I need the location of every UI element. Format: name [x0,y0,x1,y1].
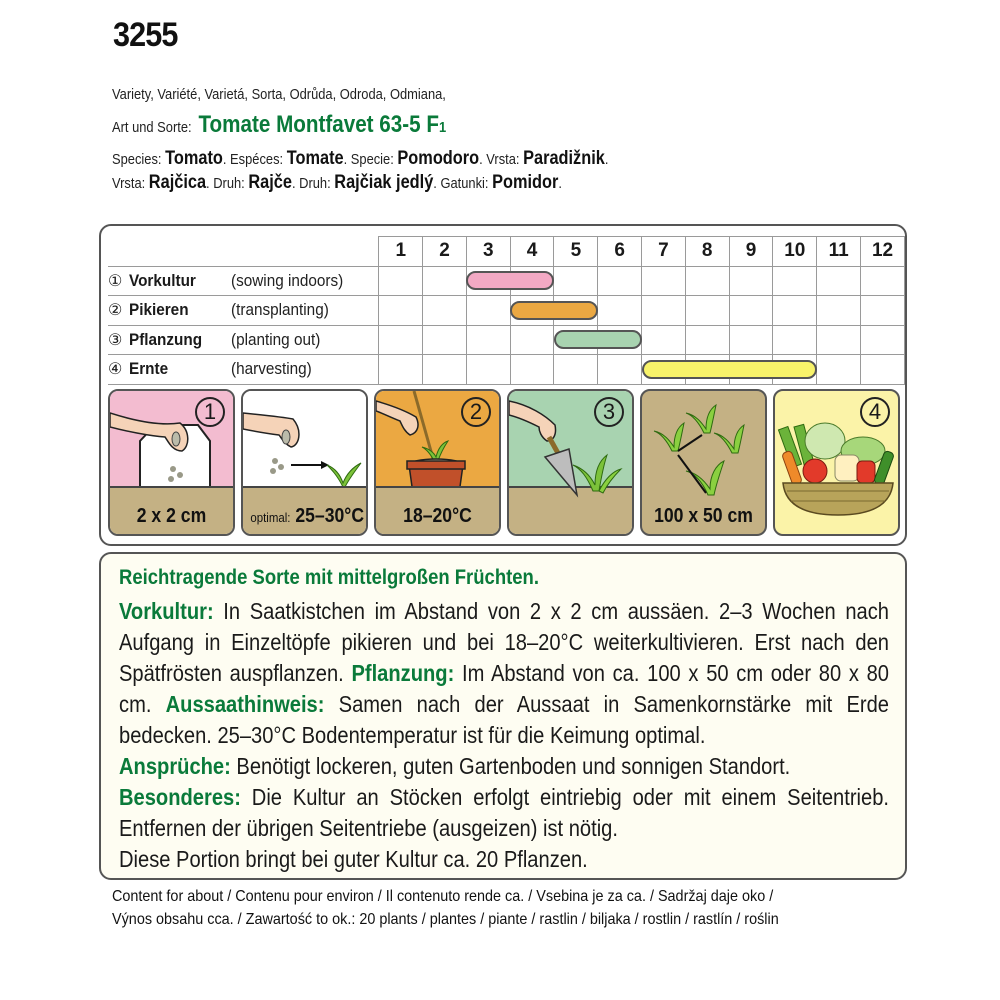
step-name-en: (transplanting) [230,300,329,320]
cell [861,325,905,355]
month-cell: 2 [423,237,467,267]
text-ansprueche: Benötigt lockeren, guten Gartenboden und sonnigen Standort. [230,753,791,779]
species-value: Pomidor [492,172,559,193]
species-value: Rajče [248,172,292,193]
cell [466,355,510,385]
cell [642,266,686,296]
panel-caption: 18–20°C [403,505,472,527]
row-label [108,296,379,326]
species-label: Druh: [299,175,331,192]
cell [861,355,905,385]
cell [817,325,861,355]
text-portion: Diese Portion bringt bei guter Kultur ca. 20 Pflanzen. [119,846,588,872]
step-name-de: Pflanzung [128,329,202,349]
text-vorkultur: In Saatkistchen im Abstand von 2 x 2 cm aussäen. 2–3 Wochen nach Aufgang in Einzeltöpfe pikieren und bei 18–20°C weiterkultivieren. Erst nach den Spätfrösten auspflanzen. [119,598,889,686]
text-aussaathinweis: Samen nach der Aussaat in Samenkornstärke mit Erde bedecken. 25–30°C Bodentemperatur ist für die Keimung optimal. [119,691,889,748]
step-name-de: Vorkultur [128,270,196,290]
cell [423,325,467,355]
species-value: Rajčica [148,172,207,193]
species-label: Vrsta: [486,151,520,168]
panel-caption [250,505,365,528]
cell [773,325,817,355]
row-label [108,266,379,296]
description-body [119,596,889,875]
cell [642,325,686,355]
cell [598,355,642,385]
panel-pricking-out [374,389,501,536]
cell [773,266,817,296]
variety-name [198,111,446,138]
product-code: 3255 [113,16,178,54]
month-cell: 7 [642,237,686,267]
label-ansprueche: Ansprüche: [119,753,231,779]
variety-name-text: Tomate Montfavet 63-5 F [198,111,439,138]
month-cell: 6 [598,237,642,267]
label-besonderes: Besonderes: [119,784,241,810]
species-value: Tomato [165,148,223,169]
cell [685,325,729,355]
month-header-row [108,237,905,267]
row-label [108,325,379,355]
cell [861,296,905,326]
calendar-bar [510,301,598,320]
cell [685,296,729,326]
footer-content-note [112,885,779,931]
cell [817,355,861,385]
cell [729,266,773,296]
cell [817,266,861,296]
month-cell: 10 [773,237,817,267]
cell [379,355,423,385]
calendar-row-pikieren [108,296,905,326]
step-number: ③ [108,331,123,349]
month-cell: 8 [685,237,729,267]
month-cell: 9 [729,237,773,267]
caption-value: 25–30°C [295,505,365,527]
step-name-en: (sowing indoors) [230,270,343,290]
variety-labels: Variety, Variété, Varietá, Sorta, Odrůda, Odroda, Odmiana, [112,86,446,103]
text-besonderes: Die Kultur an Stöcken erfolgt eintriebig oder mit einem Seitentrieb. Entfernen der übrigen Seitentriebe (ausgeizen) ist nötig. [119,784,889,841]
plant-spacing-icon [642,391,767,501]
calendar-row-pflanzung [108,325,905,355]
step-number: ④ [108,361,123,379]
cell [642,296,686,326]
cell [554,355,598,385]
label-vorkultur: Vorkultur: [119,598,214,624]
panel-germination [241,389,368,536]
month-cell: 5 [554,237,598,267]
panel-sowing [108,389,235,536]
variety-suffix: 1 [438,119,447,136]
cell [466,296,510,326]
species-value: Rajčiak jedlý [334,172,434,193]
header-spacer [108,237,379,267]
panel-planting-out [507,389,634,536]
cell [554,266,598,296]
step-name-en: (planting out) [230,329,321,349]
species-label: Gatunki: [440,175,489,192]
cell [379,325,423,355]
cell [379,296,423,326]
text-pflanzung: Im Abstand von ca. 100 x 50 cm oder 80 x 80 cm. [119,660,889,717]
cell [510,355,554,385]
calendar-bar [554,330,642,349]
month-cell: 12 [861,237,905,267]
cell [423,296,467,326]
cell [379,266,423,296]
calendar-bar [466,271,554,290]
month-cell: 11 [817,237,861,267]
species-label: Specie: [350,151,394,168]
variety-line [112,111,446,139]
illustration-panels [108,389,900,539]
step-name-de: Pikieren [128,300,189,320]
species-value: Tomate [286,148,344,169]
label-aussaathinweis: Aussaathinweis: [165,691,325,717]
germination-icon [243,391,368,491]
panel-harvest [773,389,900,536]
cell [685,266,729,296]
cell [423,266,467,296]
cell [729,296,773,326]
cell [861,266,905,296]
cell [817,296,861,326]
month-cell: 3 [466,237,510,267]
panel-spacing [640,389,767,536]
caption-prefix: optimal: [250,510,291,525]
description-title: Reichtragende Sorte mit mittelgroßen Früchten. [119,566,539,589]
step-circle: 3 [594,397,624,427]
label-pflanzung: Pflanzung: [351,660,455,686]
step-name-en: (harvesting) [230,359,312,379]
panel-caption: 2 x 2 cm [136,505,207,527]
cell [729,325,773,355]
species-value: Paradižnik [523,148,605,169]
step-number: ② [108,302,123,320]
cell [423,355,467,385]
species-label: Vrsta: [112,175,146,192]
step-circle: 1 [195,397,225,427]
sowing-calendar [99,224,907,546]
month-cell: 4 [510,237,554,267]
cell [773,296,817,326]
cell [598,266,642,296]
footer-line-1: Content for about / Contenu pour environ / Il contenuto rende ca. / Vsebina je za ca. / Sadržaj daje oko / [112,888,774,905]
month-cell: 1 [379,237,423,267]
step-circle: 2 [461,397,491,427]
panel-caption: 100 x 50 cm [654,505,753,527]
art-label: Art und Sorte: [112,119,192,136]
footer-line-2: Výnos obsahu cca. / Zawartość to ok.: 20 plants / plantes / piante / rastlin / biljaka / rostlin / rastlín / roślin [112,911,779,928]
row-label [108,355,379,385]
species-label: Espéces: [230,151,284,168]
cell [510,325,554,355]
step-circle: 4 [860,397,890,427]
cell [466,325,510,355]
species-value: Pomodoro [397,148,480,169]
step-name-de: Ernte [128,359,168,379]
description-box [99,552,907,880]
species-label: Species: [112,151,162,168]
calendar-bar [642,360,817,379]
step-number: ① [108,272,123,290]
species-line-2: Vrsta: Rajčica. Druh: Rajče. Druh: Rajčiak jedlý. Gatunki: Pomidor. [112,172,562,193]
species-line-1: Species: Tomato. Espéces: Tomate. Specie: Pomodoro. Vrsta: Paradižnik. [112,148,609,169]
species-label: Druh: [213,175,245,192]
cell [598,296,642,326]
